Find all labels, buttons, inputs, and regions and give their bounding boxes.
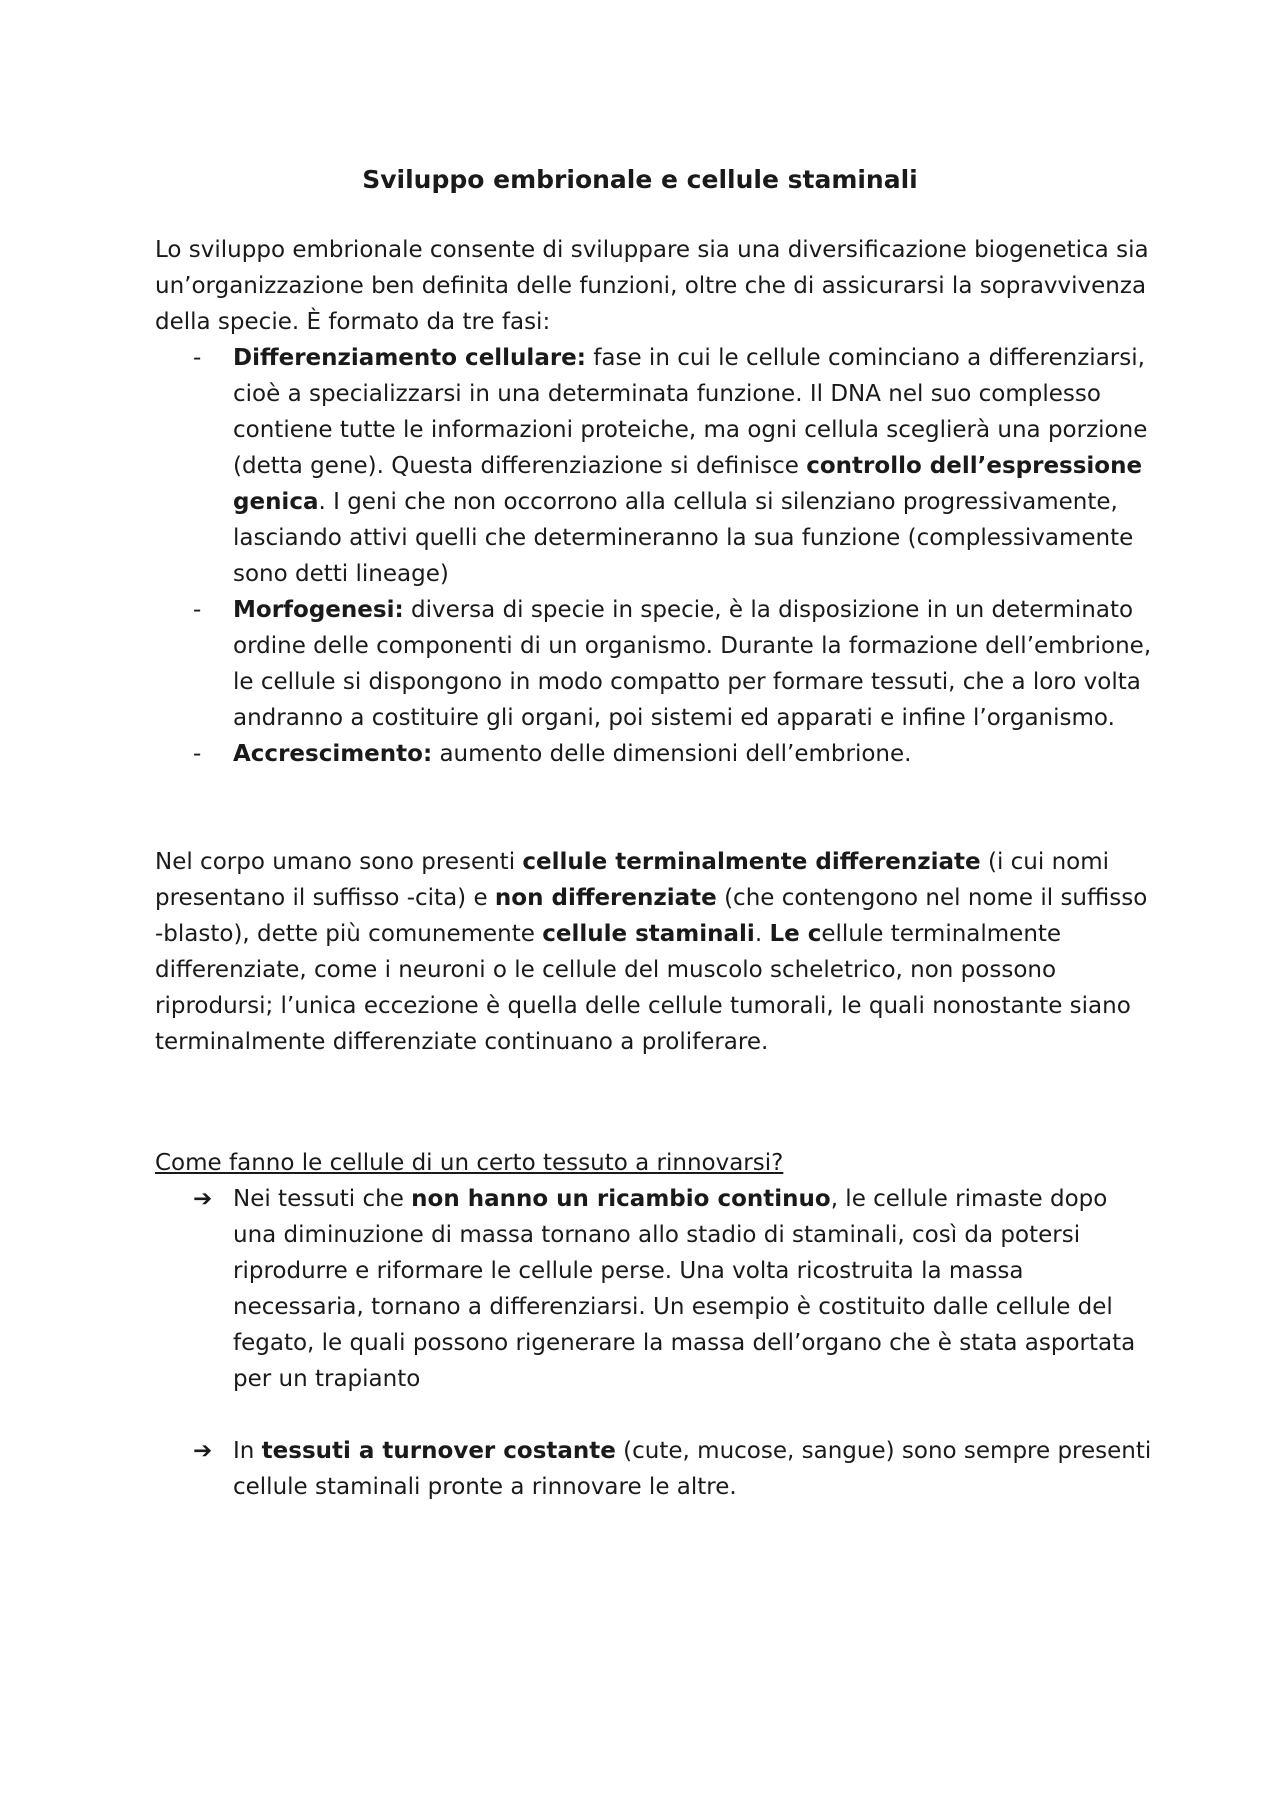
answers-list-1	[155, 1181, 1155, 1397]
list-item-turnover	[155, 1433, 1155, 1505]
term-cellule-staminali: cellule staminali	[542, 921, 755, 947]
term-turnover: tessuti a turnover costante	[261, 1438, 616, 1464]
text-run: (cute, mucose, sangue) sono sempre presenti cellule staminali pronte a rinnovare le altre.	[233, 1438, 1152, 1500]
question-heading: Come fanno le cellule di un certo tessuto a rinnovarsi?	[155, 1150, 784, 1176]
cells-paragraph	[155, 844, 1155, 1060]
text-run: (i cui nomi presentano il suffisso -cita) e	[155, 849, 1110, 911]
list-item-text: aumento delle dimensioni dell’embrione.	[432, 741, 912, 767]
term-non-differenziate: non differenziate	[494, 885, 717, 911]
arrow-icon: ➔	[193, 1186, 213, 1212]
text-run: , le cellule rimaste dopo una diminuzione di massa tornano allo stadio di staminali, così da potersi riprodurre e riformare le cellule perse. Una volta ricostruita la massa necessaria, tornano a differenziarsi. Un esempio è costituito dalle cellule del fegato, le quali possono rigenerare la massa dell’organo che è stata asportata per un trapianto	[233, 1186, 1136, 1392]
term-accrescimento: Accrescimento:	[233, 741, 433, 767]
arrow-icon: ➔	[193, 1438, 213, 1464]
page-title: Sviluppo embrionale e cellule staminali	[362, 165, 918, 194]
text-run: Nel corpo umano sono presenti	[155, 849, 523, 875]
term-terminalmente-differenziate: cellule terminalmente differenziate	[522, 849, 981, 875]
intro-paragraph: Lo sviluppo embrionale consente di sviluppare sia una diversificazione biogenetica sia un’organizzazione ben definita delle funzioni, oltre che di assicurarsi la sopravvivenza della specie. È formato da tre fasi:	[155, 237, 1149, 335]
list-item-text: diversa di specie in specie, è la disposizione in un determinato ordine delle componenti di un organismo. Durante la formazione dell’embrione, le cellule si dispongono in modo compatto per formare tessuti, che a loro volta andranno a costituire gli organi, poi sistemi ed apparati e infine l’organismo.	[233, 597, 1152, 731]
text-run: (che contengono nel nome il suffisso -blasto), dette più comunemente	[155, 885, 1148, 947]
text-run: In	[233, 1438, 262, 1464]
list-item-morfogenesi	[155, 592, 1155, 736]
answers-list-2	[155, 1433, 1155, 1505]
term-morfogenesi: Morfogenesi:	[233, 597, 404, 623]
term-differenziamento: Differenziamento cellulare:	[233, 345, 586, 371]
term-controllo-espressione: controllo dell’espressione genica	[233, 453, 1143, 515]
list-item-differenziamento	[155, 340, 1155, 592]
text-run: Nei tessuti che	[233, 1186, 412, 1212]
list-item-ricambio	[155, 1181, 1155, 1397]
text-run: ellule terminalmente differenziate, come i neuroni o le cellule del muscolo scheletrico, non possono riprodursi; l’unica eccezione è quella delle cellule tumorali, le quali nonostante siano terminalmente differenziate continuano a proliferare.	[155, 921, 1131, 1055]
bold-fragment: Le c	[769, 921, 822, 947]
dash-marker: -	[193, 597, 202, 623]
dash-marker: -	[193, 741, 202, 767]
text-run: .	[754, 921, 770, 947]
term-non-ricambio: non hanno un ricambio continuo	[411, 1186, 831, 1212]
phases-list	[155, 340, 1155, 772]
list-item-text: . I geni che non occorrono alla cellula si silenziano progressivamente, lasciando attivi quelli che determineranno la sua funzione (complessivamente sono detti lineage)	[233, 489, 1134, 587]
list-item-text: fase in cui le cellule cominciano a differenziarsi, cioè a specializzarsi in una determinata funzione. Il DNA nel suo complesso contiene tutte le informazioni proteiche, ma ogni cellula sceglierà una porzione (detta gene). Questa differenziazione si definisce	[233, 345, 1148, 479]
list-item-accrescimento	[155, 736, 1155, 772]
dash-marker: -	[193, 345, 202, 371]
